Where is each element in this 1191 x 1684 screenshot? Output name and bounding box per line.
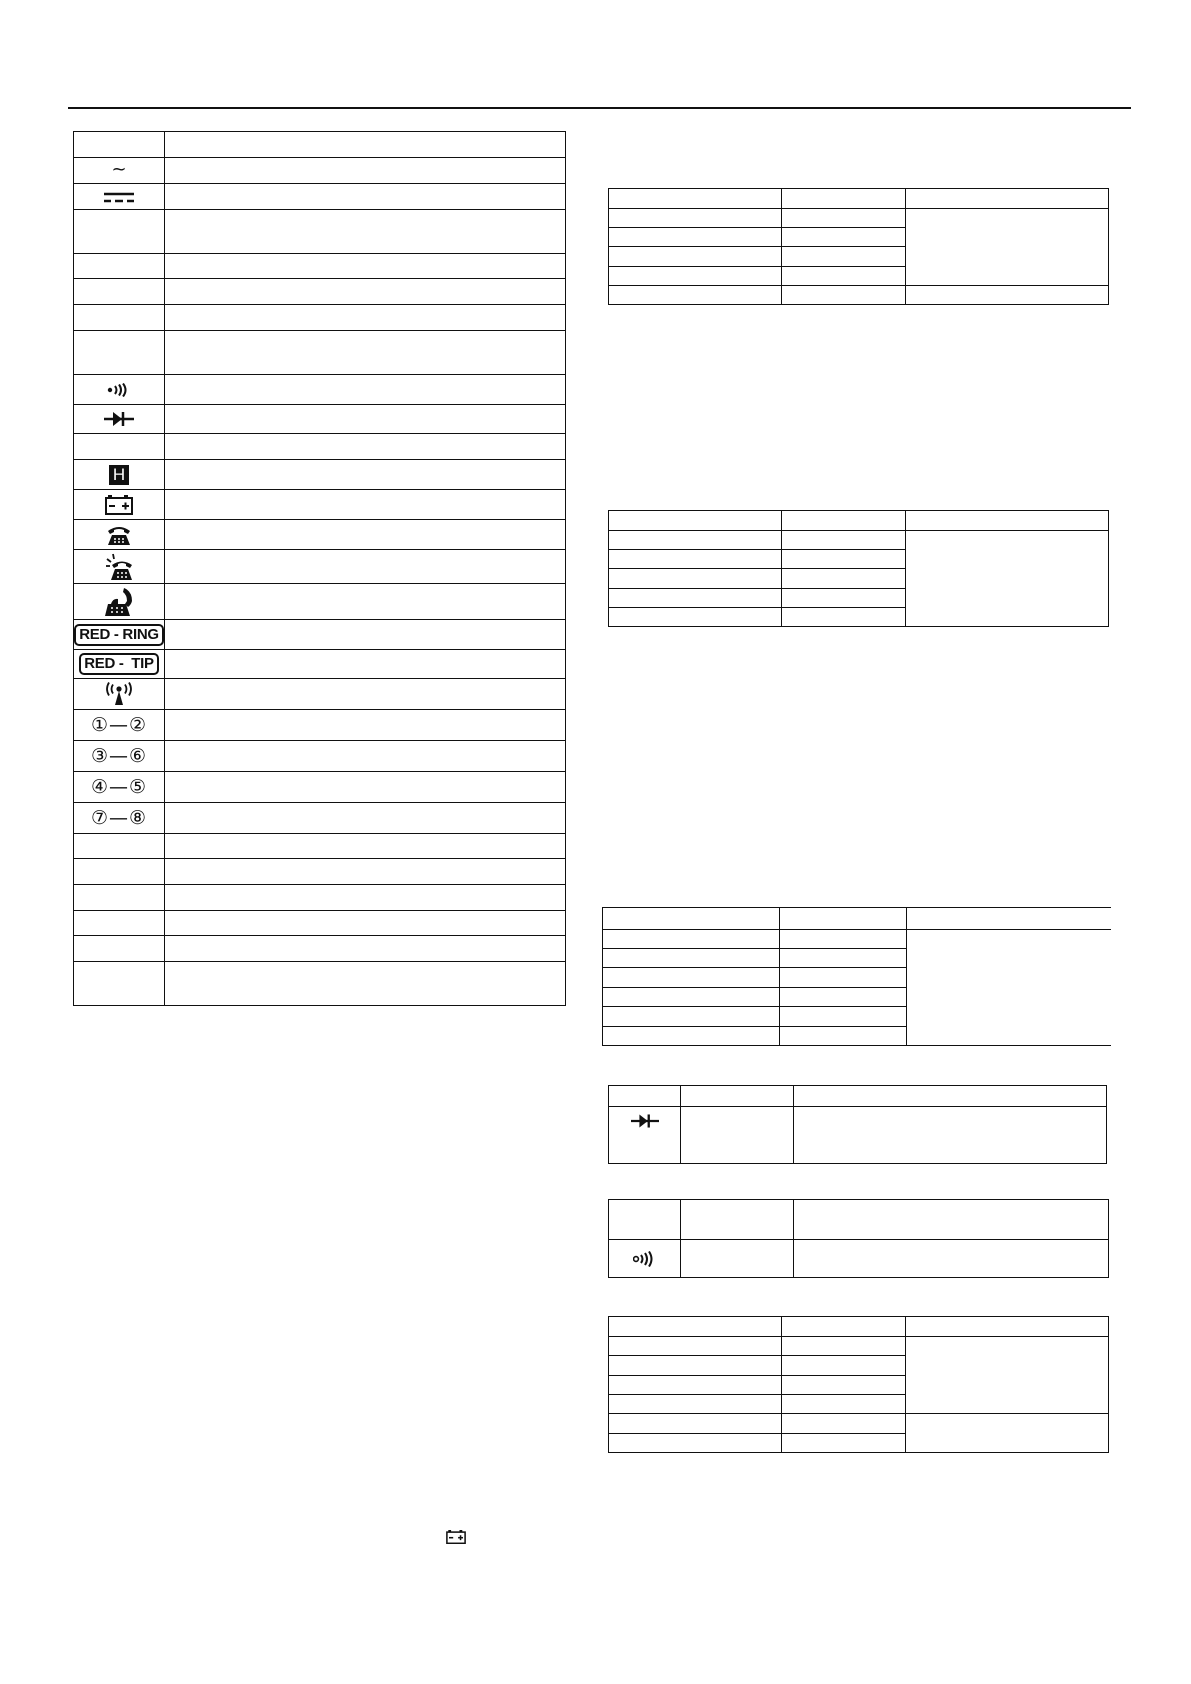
symbol-table <box>73 131 566 1006</box>
table-row <box>609 531 1109 550</box>
table-row <box>74 254 566 279</box>
ac-tilde-icon: ~ <box>111 159 127 180</box>
table-row <box>74 132 566 158</box>
table-row <box>609 286 1109 305</box>
continuity-buzzer-icon <box>107 383 131 397</box>
offhook-telephone-icon <box>104 587 134 617</box>
continuity-table <box>608 1199 1109 1278</box>
table-row <box>74 550 566 584</box>
table-row <box>74 520 566 550</box>
table-row <box>74 184 566 210</box>
table-row <box>74 490 566 520</box>
table-row <box>74 620 566 650</box>
pins-icon: ⑦—⑧ <box>90 807 148 829</box>
table-row <box>74 710 566 741</box>
table-row <box>74 305 566 331</box>
antenna-icon <box>102 682 136 706</box>
table-row <box>74 936 566 962</box>
diode-table <box>608 1085 1107 1164</box>
table-row <box>74 911 566 936</box>
table-row <box>74 375 566 405</box>
hold-icon: H <box>109 465 129 485</box>
continuity-buzzer-icon <box>633 1251 657 1267</box>
battery-icon <box>105 495 133 515</box>
red-tip-icon: RED - TIP <box>79 653 159 675</box>
table-row <box>74 434 566 460</box>
table-row <box>609 1086 1107 1107</box>
table-row <box>609 189 1109 209</box>
table-row <box>603 930 1111 949</box>
spec-table-3 <box>602 907 1111 1046</box>
table-row <box>74 772 566 803</box>
table-row <box>74 331 566 375</box>
table-row <box>609 1317 1109 1337</box>
table-row <box>74 405 566 434</box>
table-row <box>74 741 566 772</box>
diode-icon <box>104 410 134 428</box>
table-row <box>74 210 566 254</box>
table-row <box>74 834 566 859</box>
table-row <box>609 1240 1109 1278</box>
table-row <box>74 158 566 184</box>
table-row <box>74 650 566 679</box>
table-row <box>609 1337 1109 1356</box>
pins-icon: ①—② <box>90 714 148 736</box>
table-row <box>609 209 1109 228</box>
table-row <box>74 803 566 834</box>
ringing-telephone-icon <box>104 553 134 581</box>
table-row <box>74 885 566 911</box>
pins-icon: ③—⑥ <box>90 745 148 767</box>
diode-icon <box>631 1112 659 1130</box>
battery-icon <box>446 1530 466 1544</box>
dc-line-icon <box>104 191 134 203</box>
table-row <box>609 511 1109 531</box>
table-row <box>74 859 566 885</box>
table-row <box>74 962 566 1006</box>
pins-icon: ④—⑤ <box>90 776 148 798</box>
table-row <box>74 279 566 305</box>
red-ring-icon: RED - RING <box>74 624 164 646</box>
table-row <box>609 1200 1109 1240</box>
spec-table-1 <box>608 188 1109 305</box>
spec-table-4 <box>608 1316 1109 1453</box>
table-row <box>74 584 566 620</box>
table-row <box>609 1107 1107 1164</box>
telephone-icon <box>106 524 132 546</box>
table-row <box>603 908 1111 930</box>
table-row <box>609 1414 1109 1434</box>
table-row <box>74 679 566 710</box>
table-row <box>74 460 566 490</box>
spec-table-2 <box>608 510 1109 627</box>
header-rule <box>68 107 1131 109</box>
